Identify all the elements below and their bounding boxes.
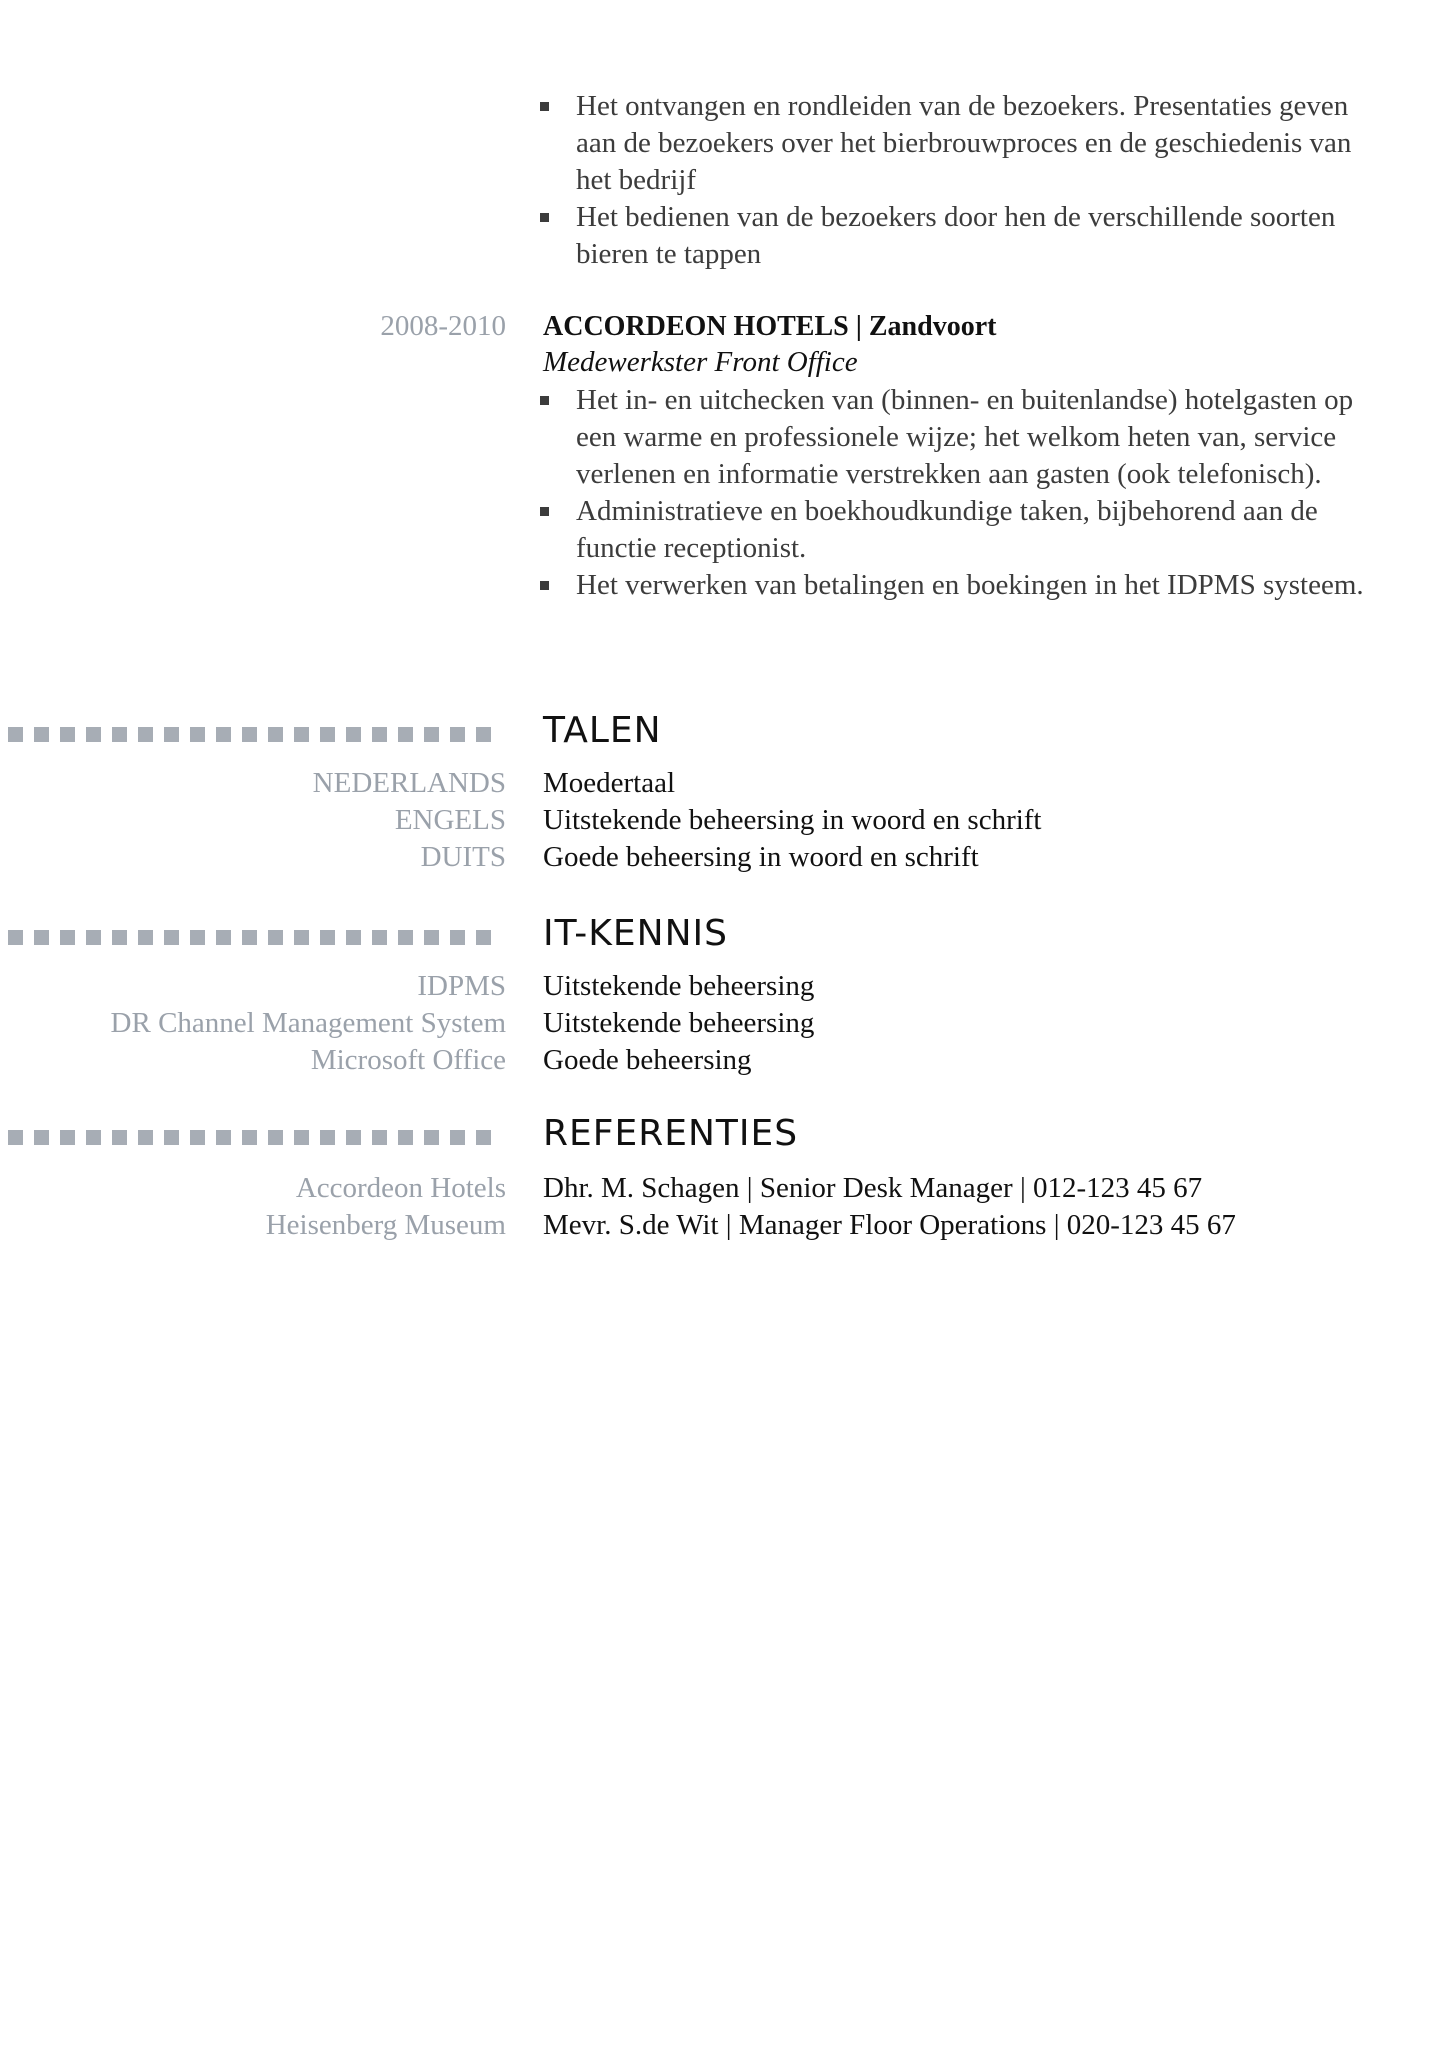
divider-square-icon <box>320 727 335 742</box>
divider-square-icon <box>476 1130 491 1145</box>
square-bullet-icon <box>540 102 549 111</box>
divider-square-icon <box>164 727 179 742</box>
skill-level: Uitstekende beheersing <box>543 1007 815 1039</box>
section-divider-referenties <box>8 1130 491 1145</box>
divider-square-icon <box>112 727 127 742</box>
divider-square-icon <box>450 727 465 742</box>
skill-label: DR Channel Management System <box>110 1007 506 1039</box>
square-bullet-icon <box>540 581 549 590</box>
divider-square-icon <box>8 1130 23 1145</box>
divider-square-icon <box>190 1130 205 1145</box>
divider-square-icon <box>34 1130 49 1145</box>
divider-square-icon <box>86 930 101 945</box>
divider-square-icon <box>34 930 49 945</box>
skill-label: IDPMS <box>417 970 506 1002</box>
square-bullet-icon <box>540 507 549 516</box>
divider-square-icon <box>320 930 335 945</box>
divider-square-icon <box>450 1130 465 1145</box>
language-level: Goede beheersing in woord en schrift <box>543 841 979 873</box>
divider-square-icon <box>8 727 23 742</box>
job-role: Medewerkster Front Office <box>543 346 858 378</box>
divider-square-icon <box>398 727 413 742</box>
language-level: Uitstekende beheersing in woord en schrift <box>543 804 1042 836</box>
divider-square-icon <box>34 727 49 742</box>
divider-square-icon <box>242 930 257 945</box>
divider-square-icon <box>294 930 309 945</box>
job-bullets <box>540 382 1380 604</box>
reference-contact: Dhr. M. Schagen | Senior Desk Manager | 012-123 45 67 <box>543 1172 1203 1204</box>
divider-square-icon <box>190 727 205 742</box>
square-bullet-icon <box>540 396 549 405</box>
section-heading-talen: TALEN <box>543 710 662 751</box>
divider-square-icon <box>112 1130 127 1145</box>
section-heading-referenties: REFERENTIES <box>543 1113 799 1154</box>
divider-square-icon <box>268 1130 283 1145</box>
divider-square-icon <box>476 727 491 742</box>
square-bullet-icon <box>540 213 549 222</box>
divider-square-icon <box>294 727 309 742</box>
list-item: Het in- en uitchecken van (binnen- en buitenlandse) hotelgasten op een warme en professionele wijze; het welkom heten van, service verlenen en informatie verstrekken aan gasten (ook telefonisch). <box>540 382 1380 493</box>
language-label: ENGELS <box>394 804 506 836</box>
job-company: ACCORDEON HOTELS | Zandvoort <box>543 311 997 342</box>
divider-square-icon <box>346 930 361 945</box>
divider-square-icon <box>242 1130 257 1145</box>
language-label: DUITS <box>420 841 506 873</box>
divider-square-icon <box>138 727 153 742</box>
section-heading-it: IT-KENNIS <box>543 913 728 954</box>
divider-square-icon <box>86 727 101 742</box>
divider-square-icon <box>138 1130 153 1145</box>
divider-square-icon <box>86 1130 101 1145</box>
divider-square-icon <box>60 1130 75 1145</box>
divider-square-icon <box>216 1130 231 1145</box>
job-period: 2008-2010 <box>380 310 506 342</box>
reference-label: Heisenberg Museum <box>265 1209 506 1241</box>
reference-label: Accordeon Hotels <box>295 1172 506 1204</box>
divider-square-icon <box>398 930 413 945</box>
divider-square-icon <box>60 727 75 742</box>
divider-square-icon <box>216 727 231 742</box>
divider-square-icon <box>164 930 179 945</box>
divider-square-icon <box>8 930 23 945</box>
skill-level: Uitstekende beheersing <box>543 970 815 1002</box>
divider-square-icon <box>372 930 387 945</box>
divider-square-icon <box>424 727 439 742</box>
divider-square-icon <box>268 930 283 945</box>
list-item: Administratieve en boekhoudkundige taken, bijbehorend aan de functie receptionist. <box>540 493 1380 567</box>
divider-square-icon <box>164 1130 179 1145</box>
language-level: Moedertaal <box>543 767 676 799</box>
language-label: NEDERLANDS <box>312 767 506 799</box>
divider-square-icon <box>294 1130 309 1145</box>
divider-square-icon <box>372 727 387 742</box>
divider-square-icon <box>346 1130 361 1145</box>
section-divider-talen <box>8 727 491 742</box>
divider-square-icon <box>60 930 75 945</box>
divider-square-icon <box>424 930 439 945</box>
divider-square-icon <box>450 930 465 945</box>
divider-square-icon <box>320 1130 335 1145</box>
list-item: Het bedienen van de bezoekers door hen de verschillende soorten bieren te tappen <box>540 199 1380 273</box>
divider-square-icon <box>268 727 283 742</box>
divider-square-icon <box>216 930 231 945</box>
list-item: Het ontvangen en rondleiden van de bezoekers. Presentaties geven aan de bezoekers over het bierbrouwproces en de geschiedenis van het bedrijf <box>540 88 1380 199</box>
divider-square-icon <box>138 930 153 945</box>
skill-level: Goede beheersing <box>543 1044 752 1076</box>
divider-square-icon <box>190 930 205 945</box>
divider-square-icon <box>424 1130 439 1145</box>
divider-square-icon <box>372 1130 387 1145</box>
list-item: Het verwerken van betalingen en boekingen in het IDPMS systeem. <box>540 567 1380 604</box>
divider-square-icon <box>112 930 127 945</box>
reference-contact: Mevr. S.de Wit | Manager Floor Operations | 020-123 45 67 <box>543 1209 1236 1241</box>
divider-square-icon <box>476 930 491 945</box>
divider-square-icon <box>346 727 361 742</box>
skill-label: Microsoft Office <box>310 1044 506 1076</box>
previous-job-bullets <box>540 88 1380 273</box>
divider-square-icon <box>242 727 257 742</box>
divider-square-icon <box>398 1130 413 1145</box>
section-divider-it <box>8 930 491 945</box>
